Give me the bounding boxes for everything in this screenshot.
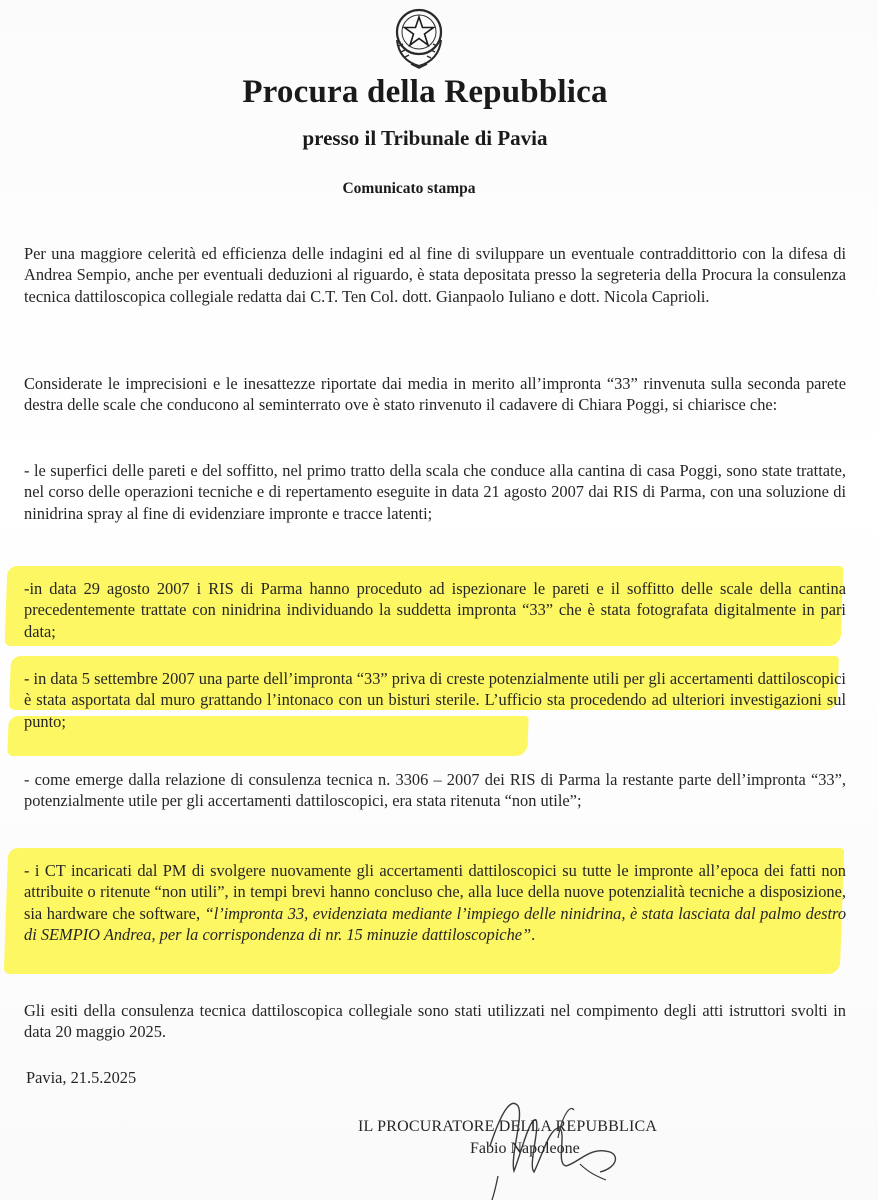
paragraph: - come emerge dalla relazione di consulenza tecnica n. 3306 – 2007 dei RIS di Parma la restante parte dell’impronta “33”, potenzialmente utile per gli accertamenti dattiloscopici, era stata ritenuta “non utile”; [24,770,846,811]
handwritten-signature-icon [470,1076,630,1200]
document-heading: Comunicato stampa [342,180,476,197]
italian-republic-emblem-icon [389,2,449,72]
paragraph: - in data 5 settembre 2007 una parte dell’impronta “33” priva di creste potenzialmente utili per gli accertamenti dattiloscopici è stata asportata dal muro grattando l’intonaco con un bisturi sterile. L’ufficio sta procedendo ad ulteriori investigazioni sul punto; [24,669,846,731]
quoted-finding: “l’impronta 33, evidenziata mediante l’impiego delle ninidrina, è stata lasciata dal palmo destro di SEMPIO Andrea, per la corrispondenza di nr. 15 minuzie dattiloscopiche” [24,903,847,945]
place-date: Pavia, 21.5.2025 [26,1068,137,1087]
paragraph-conclusion [24,860,846,946]
office-subtitle: presso il Tribunale di Pavia [302,126,548,150]
signer-title: IL PROCURATORE DELLA REPUBBLICA [358,1118,658,1135]
paragraph: - le superfici delle pareti e del soffitto, nel primo tratto della scala che conduce alla cantina di casa Poggi, sono state trattate, nel corso delle operazioni tecniche e di repertamento eseguite in data 21 agosto 2007 dai RIS di Parma, con una soluzione di ninidrina spray al fine di evidenziare impronte e tracce latenti; [24,461,846,523]
paragraph: Per una maggiore celerità ed efficienza delle indagini ed al fine di sviluppare un eventuale contraddittorio con la difesa di Andrea Sempio, anche per eventuali deduzioni al riguardo, è stata depositata presso la segreteria della Procura la consulenza tecnica dattiloscopica collegiale redatta dai C.T. Ten Col. dott. Gianpaolo Iuliano e dott. Nicola Caprioli. [24,244,846,306]
office-title: Procura della Repubblica [242,74,608,110]
paragraph: Gli esiti della consulenza tecnica dattiloscopica collegiale sono stati utilizzati nel compimento degli atti istruttori svolti in data 20 maggio 2025. [24,1001,846,1042]
signer-name: Fabio Napoleone [470,1140,580,1157]
paragraph-text: - i CT incaricati dal PM di svolgere nuovamente gli accertamenti dattiloscopici su tutte le impronte all’epoca dei fatti non attribuite o ritenute “non utili”, in tempi brevi hanno concluso che, alla luce della nuove potenzialità tecniche a disposizione, sia hardware che software, [24,861,846,923]
paragraph-end: . [531,925,536,945]
paragraph: -in data 29 agosto 2007 i RIS di Parma hanno proceduto ad ispezionare le pareti e il soffitto delle scale della cantina precedentemente trattate con ninidrina individuando la suddetta impronta “33” che è stata fotografata digitalmente in pari data; [24,579,846,641]
paragraph: Considerate le imprecisioni e le inesattezze riportate dai media in merito all’impronta “33” rinvenuta sulla seconda parete destra delle scale che conducono al seminterrato ove è stato rinvenuto il cadavere di Chiara Poggi, si chiarisce che: [24,374,846,415]
